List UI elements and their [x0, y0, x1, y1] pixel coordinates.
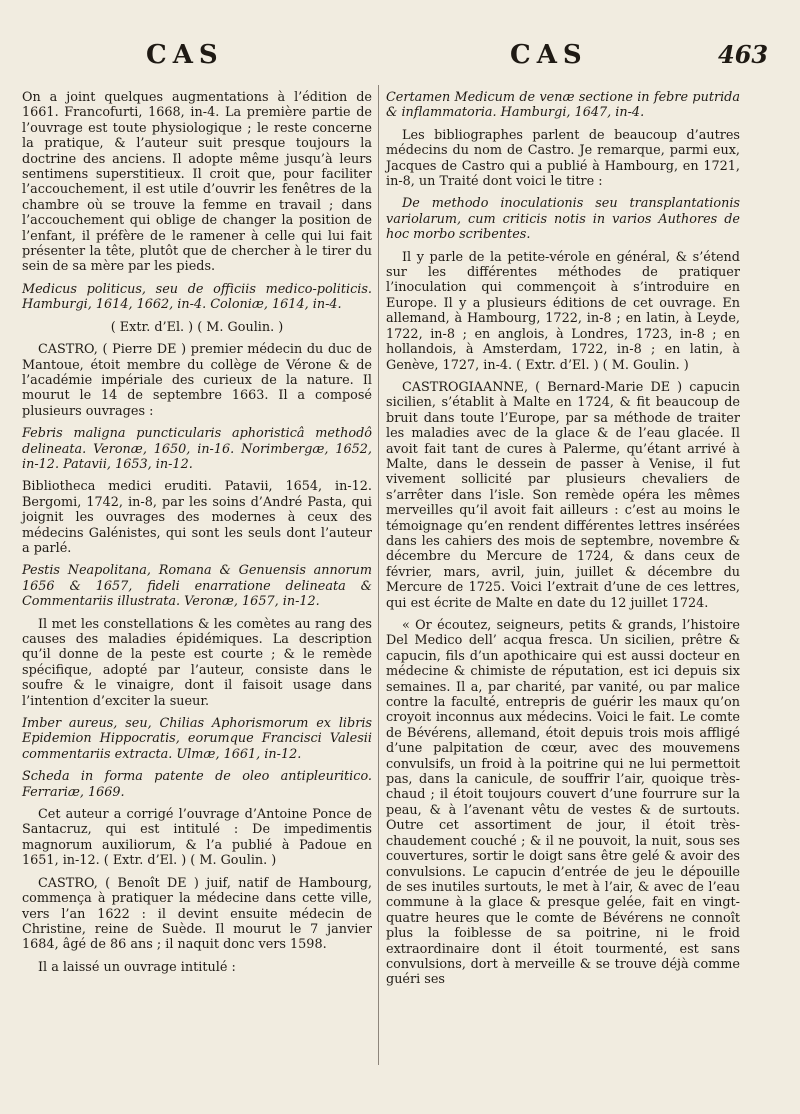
paragraph: CASTRO, ( Pierre DE ) premier médecin du duc de Mantoue, étoit membre du collège de Vérone & de l’académie impériale des curieux de la nature. Il mourut le 14 de septembre 1663. Il a composé plusieurs ouvrages : [22, 342, 372, 419]
right-column [386, 90, 740, 995]
left-column [22, 90, 372, 982]
paragraph: « Or écoutez, seigneurs, petits & grands, l’histoire Del Medico dell’ acqua fresca. Un sicilien, prêtre & capucin, fils d’un apothicaire qui est aussi docteur en médecine & chimiste de réputation, est ici depuis six semaines. Il a, par charité, par vanité, ou par malice contre la faculté, entrepris de guérir les maux qu’on croyoit inconnus aux médecins. Voici le fait. Le comte de Bévérens, allemand, étoit depuis trois mois affligé d’une palpitation de cœur, avec des mouvemens convulsifs, un froid à la poitrine qui ne lui permettoit pas, dans la canicule, de souffrir l’air, quoique très-chaud ; il étoit toujours couvert d’une fourrure sur la peau, & à l’avenant vêtu de vestes & de surtouts. Outre cet assortiment de jour, il étoit très-chaudement couché ; & il ne pouvoit, la nuit, sous ses couvertures, sortir le doigt sans être gelé & avoir des convulsions. Le capucin d’entrée de jeu le dépouille de ses inutiles surtouts, le met à l’air, & avec de l’eau commune à la glace & presque gelée, fait en vingt-quatre heures que le comte de Bévérens ne connoît plus la foiblesse de sa poitrine, ni le froid extraordinaire dont il étoit tourmenté, est sans convulsions, dort à merveille & se trouve déjà comme guéri ses [386, 618, 740, 988]
running-head-right: CAS [510, 40, 588, 70]
paragraph: Cet auteur a corrigé l’ouvrage d’Antoine Ponce de Santacruz, qui est intitulé : De impedimentis magnorum auxiliorum, & l’a publié à Padoue en 1651, in-12. ( Extr. d’El. ) ( M. Goulin. ) [22, 807, 372, 869]
running-head [0, 40, 800, 80]
paragraph: Il a laissé un ouvrage intitulé : [38, 959, 236, 975]
paragraph: Imber aureus, seu, Chilias Aphorismorum ex libris Epidemion Hippocratis, eorumque Francisci Valesii commentariis extracta. Ulmæ, 1661, in-12. [22, 716, 372, 762]
running-head-left: CAS [146, 40, 224, 70]
paragraph: Bibliotheca medici eruditi. Patavii, 1654, in-12. Bergomi, 1742, in-8, par les soins d’André Pasta, qui joignit les ouvrages des modernes à ceux des médecins Galénistes, qui sont les seuls dont l’auteur a parlé. [22, 479, 372, 556]
attribution-line: ( Extr. d’El. ) ( M. Goulin. ) [110, 319, 284, 335]
paragraph: On a joint quelques augmentations à l’édition de 1661. Francofurti, 1668, in-4. La première partie de l’ouvrage est toute physiologique ; le reste concerne la pratique, & l’auteur suit presque toujours la doctrine des anciens. Il adopte même jusqu’à leurs sentimens superstitieux. Il croit que, pour faciliter l’accouchement, il est utile d’ouvrir les fenêtres de la chambre où se trouve la femme en travail ; dans l’accouchement qui oblige de changer la position de l’enfant, il préfère de le ramener à celle qui lui fait présenter la tête, plutôt que de chercher à le tirer du sein de sa mère par les pieds. [22, 90, 372, 275]
paragraph: Medicus politicus, seu de officiis medico-politicis. Hamburgi, 1614, 1662, in-4. Coloniæ, 1614, in-4. [22, 281, 372, 313]
column-divider [378, 85, 379, 1065]
paragraph: Pestis Neapolitana, Romana & Genuensis annorum 1656 & 1657, fideli enarratione delineata & Commentariis illustrata. Veronæ, 1657, in-12. [22, 563, 372, 610]
paragraph: Febris maligna puncticularis aphoristicâ methodô delineata. Veronæ, 1650, in-16. Norimbergæ, 1652, in-12. Patavii, 1653, in-12. [22, 426, 372, 472]
paragraph: CASTRO, ( Benoît DE ) juif, natif de Hambourg, commença à pratiquer la médecine dans cette ville, vers l’an 1622 : il devint ensuite médecin de Christine, reine de Suède. Il mourut le 7 janvier 1684, âgé de 86 ans ; il naquit donc vers 1598. [22, 875, 372, 953]
paragraph: Certamen Medicum de venæ sectione in febre putrida & inflammatoria. Hamburgi, 1647, in-4. [386, 90, 740, 121]
paragraph: Scheda in forma patente de oleo antipleuritico. Ferrariæ, 1669. [22, 769, 372, 800]
paragraph: De methodo inoculationis seu transplantationis variolarum, cum criticis notis in varios Authores de hoc morbo scribentes. [386, 196, 740, 243]
paragraph: Les bibliographes parlent de beaucoup d’autres médecins du nom de Castro. Je remarque, parmi eux, Jacques de Castro qui a publié à Hambourg, en 1721, in-8, un Traité dont voici le titre : [386, 127, 740, 190]
page-number: 463 [718, 40, 769, 69]
paragraph: CASTROGIAANNE, ( Bernard-Marie DE ) capucin sicilien, s’établit à Malte en 1724, & fit beaucoup de bruit dans toute l’Europe, par sa méthode de traiter les maladies avec de la glace & de l’eau glacée. Il avoit fait tant de cures à Palerme, qu’étant arrivé à Malte, dans le dessein de passer à Venise, il fut vivement sollicité par plusieurs chevaliers de s’arrêter dans l’isle. Son remède opéra les mêmes merveilles qu’il avoit fait ailleurs : c’est au moins le témoignage qu’en rendent différentes lettres insérées dans les cahiers des mois de septembre, novembre & décembre du Mercure de 1724, & dans ceux de février, mars, avril, juin, juillet & décembre du Mercure de 1725. Voici l’extrait d’une de ces lettres, qui est écrite de Malte en date du 12 juillet 1724. [386, 379, 740, 611]
paragraph: Il y parle de la petite-vérole en général, & s’étend sur les différentes méthodes de pratiquer l’inoculation qui commençoit à s’introduire en Europe. Il y a plusieurs éditions de cet ouvrage. En allemand, à Hambourg, 1722, in-8 ; en latin, à Leyde, 1722, in-8 ; en anglois, à Londres, 1723, in-8 ; en hollandois, à Amsterdam, 1722, in-8 ; en latin, à Genève, 1727, in-4. ( Extr. d’El. ) ( M. Goulin. ) [386, 249, 740, 373]
paragraph: Il met les constellations & les comètes au rang des causes des maladies épidémiques. La description qu’il donne de la peste est courte ; & le remède spécifique, adopté par l’auteur, consiste dans le soufre & le vinaigre, dont il faisoit usage dans l’intention d’exciter la sueur. [22, 616, 372, 709]
